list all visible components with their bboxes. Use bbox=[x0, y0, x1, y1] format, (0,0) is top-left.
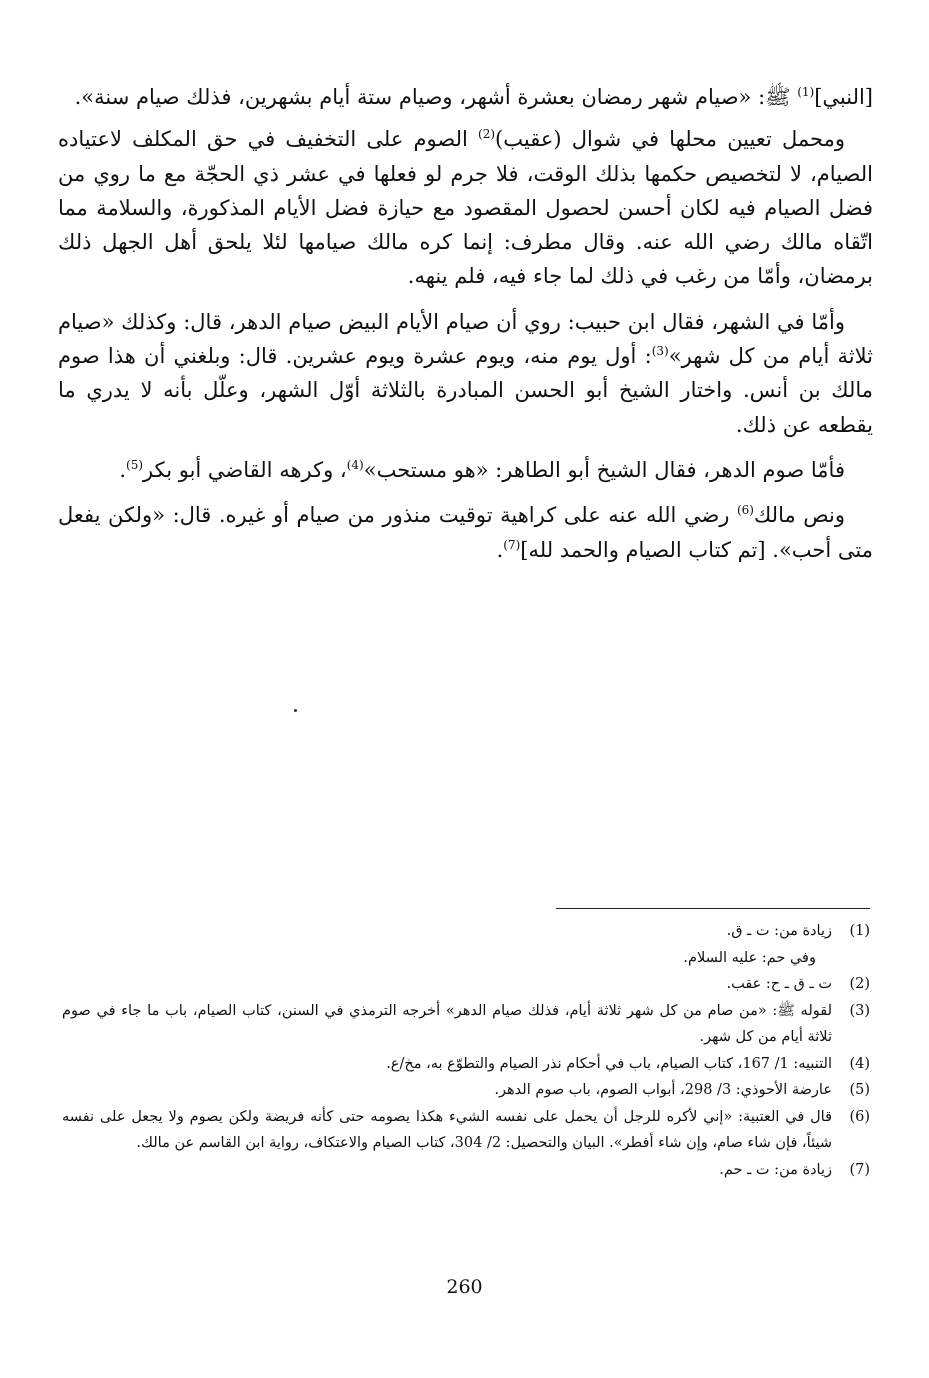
footnote-1-continuation bbox=[62, 945, 870, 972]
main-text bbox=[58, 80, 873, 578]
text-run: ونص مالك bbox=[753, 503, 845, 528]
text-run: ، وكرهه القاضي أبو بكر bbox=[143, 457, 347, 482]
page-number: 260 bbox=[446, 1276, 483, 1298]
footnote-number: (3) bbox=[849, 1002, 870, 1019]
paragraph-3 bbox=[58, 305, 873, 442]
footnote-text: عارضة الأحوذي: 3/ 298، أبواب الصوم، باب صوم الدهر. bbox=[494, 1082, 832, 1098]
text-run: ومحمل تعيين محلها في شوال (عقيب) bbox=[495, 127, 845, 152]
footnote-ref[interactable]: (1) bbox=[797, 85, 815, 99]
text-run: ﷺ: «صيام شهر رمضان بعشرة أشهر، وصيام ستة أيام بشهرين، فذلك صيام سنة». bbox=[74, 85, 798, 109]
footnote-ref[interactable]: (4) bbox=[346, 457, 364, 472]
text-run: . bbox=[496, 537, 504, 562]
footnote-ref[interactable]: (3) bbox=[651, 344, 669, 359]
footnote-text: لقوله ﷺ: «من صام من كل شهر ثلاثة أيام، فذلك صيام الدهر» أخرجه الترمذي في السنن، كتاب الصيام، باب ما جاء في صوم ثلاثة أيام من كل شهر. bbox=[62, 1002, 832, 1045]
text-run: وأمّا في الشهر، فقال ابن حبيب: روي أن صيام الأيام البيض صيام الدهر، قال: وكذلك «صيام ثلاثة أيام من كل شهر» bbox=[58, 309, 873, 369]
text-run: الصوم على التخفيف في حق المكلف لاعتياده الصيام، لا لتخصيص حكمها بذلك الوقت، فلا جرم لو فعلها في عشر ذي الحجّة مع ما روي من فضل الصيام فيه لكان أحسن لحصول المقصود مع حيازة فضل الأيام المذكورة، والسلامة مما اتّقاه مالك رضي الله عنه. وقال مطرف: إنما كره مالك صيامها لئلا يلحق أهل الجهل ذلك برمضان، وأمّا من رغب في ذلك لما جاء فيه، فلم ينهه. bbox=[58, 127, 873, 289]
footnote-ref[interactable]: (2) bbox=[478, 127, 496, 142]
footnote-text: وفي حم: عليه السلام. bbox=[683, 949, 816, 966]
paragraph-5 bbox=[58, 498, 873, 567]
paragraph-2 bbox=[58, 122, 873, 293]
footnote-ref[interactable]: (5) bbox=[126, 457, 144, 472]
paragraph-1 bbox=[58, 80, 873, 114]
text-run: . bbox=[119, 457, 126, 482]
text-run: : أول يوم منه، ويوم عشرة ويوم عشرين. قال: وبلغني أن هذا صوم مالك بن أنس. واختار الشيخ أبو الحسن المبادرة بالثلاثة أوّل الشهر، وعلّل بأنه لا يدري ما يقطعه عن ذلك. bbox=[58, 344, 873, 437]
footnote-number: (5) bbox=[849, 1082, 870, 1098]
text-run: رضي الله عنه على كراهية توقيت منذور من صيام أو غيره. قال: «ولكن يفعل متى أحب». [تم كتاب الصيام والحمد لله] bbox=[58, 503, 873, 562]
footnote-number: (6) bbox=[849, 1108, 870, 1125]
footnote-number: (4) bbox=[849, 1055, 870, 1072]
footnotes bbox=[62, 918, 870, 1183]
footnote-5 bbox=[62, 1077, 870, 1104]
footnote-7 bbox=[62, 1157, 870, 1184]
footnote-text: التنبيه: 1/ 167، كتاب الصيام، باب في أحكام نذر الصيام والتطوّع به، مخ/ع. bbox=[386, 1055, 832, 1072]
footnote-1 bbox=[62, 918, 870, 945]
footnote-text: قال في العتبية: «إني لأكره للرجل أن يحمل على نفسه الشيء هكذا يصومه حتى كأنه فريضة ولكن يصوم ولا يجعل على نفسه شيئاً، فإن شاء صام، وإن شاء أفطر». البيان والتحصيل: 2/ 304، كتاب الصيام والاعتكاف، رواية ابن القاسم عن مالك. bbox=[62, 1108, 832, 1151]
footnote-ref[interactable]: (6) bbox=[736, 503, 754, 518]
footnote-separator bbox=[556, 908, 870, 909]
scan-speck bbox=[294, 709, 297, 712]
footnote-ref[interactable]: (7) bbox=[503, 537, 521, 552]
footnote-text: زيادة من: ت ـ ق. bbox=[726, 923, 832, 939]
footnote-2 bbox=[62, 971, 870, 998]
paragraph-4 bbox=[58, 453, 873, 487]
footnote-3 bbox=[62, 998, 870, 1051]
footnote-text: ت ـ ق ـ ح: عقب. bbox=[726, 976, 832, 992]
text-run: فأمّا صوم الدهر، فقال الشيخ أبو الطاهر: «هو مستحب» bbox=[363, 457, 845, 482]
footnote-number: (1) bbox=[849, 923, 870, 939]
footnote-number: (7) bbox=[849, 1161, 870, 1178]
footnote-number: (2) bbox=[849, 976, 870, 992]
text-run: [النبي] bbox=[814, 85, 873, 109]
footnote-text: زيادة من: ت ـ حم. bbox=[719, 1161, 832, 1178]
footnote-6 bbox=[62, 1104, 870, 1157]
footnote-4 bbox=[62, 1051, 870, 1078]
